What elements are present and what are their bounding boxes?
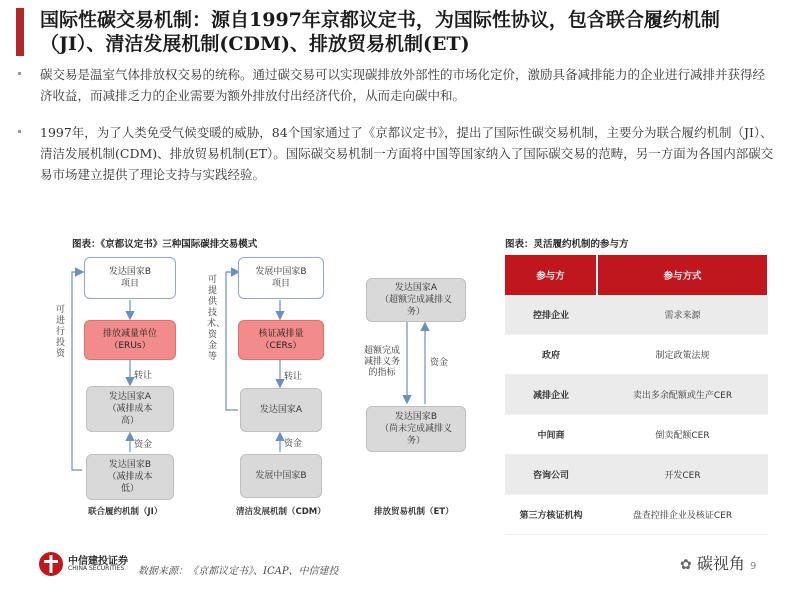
table-heading: 图表：灵活履约机制的参与方	[505, 239, 629, 250]
table-cell-participant: 中间商	[505, 415, 597, 455]
et-quota-label: 超额完成 减排义务 的指标	[363, 346, 400, 378]
et-funds-label: 资金	[430, 358, 449, 368]
intro-paragraph: 碳交易是温室气体排放权交易的统称。通过碳交易可以实现碳排放外部性的市场化定价，激励具备减排能力的企业进行减排并获得经济收益，而减排乏力的企业需要为额外排放付出经济代价，从而走向碳中和。	[40, 67, 766, 103]
ji-project-box: 发达国家B 项目	[84, 257, 176, 299]
ji-country-b-box: 发达国家B （减排成本 低）	[86, 454, 174, 500]
page-title: 国际性碳交易机制：源自1997年京都议定书，为国际性协议，包含联合履约机制（JI）、清洁发展机制(CDM)、排放贸易机制(ET)	[40, 9, 720, 55]
table-row	[505, 495, 768, 535]
et-country-a-box: 发达国家A （超额完成减排义 务）	[366, 278, 466, 322]
ji-country-a-box: 发达国家A （减排成本 高）	[86, 386, 174, 432]
logo-cn: 中信建投证券	[68, 556, 128, 567]
cdm-funds-label: 资金	[284, 439, 303, 449]
ji-caption: 联合履约机制（JI）	[88, 507, 163, 517]
diagram-heading: 图表：《京都议定书》三种国际碳排交易模式	[72, 239, 258, 250]
table-row	[505, 455, 768, 495]
table-cell-mode: 制定政策法规	[597, 335, 768, 375]
cdm-cers-box: 核证减排量 （CERs）	[238, 320, 324, 360]
wechat-icon: ✿	[680, 557, 692, 573]
ji-erus-box: 排放减量单位 （ERUs）	[84, 320, 176, 360]
page-number: 9	[749, 561, 757, 572]
ji-transfer-label: 转让	[134, 371, 153, 381]
table-cell-participant: 减排企业	[505, 375, 597, 415]
table-cell-mode: 盘查控排企业及核证CER	[597, 495, 768, 535]
table-cell-participant: 第三方核证机构	[505, 495, 597, 535]
table-row	[505, 335, 768, 375]
cdm-project-box: 发展中国家B 项目	[238, 257, 324, 299]
logo-icon	[38, 551, 64, 577]
table-cell-mode: 卖出多余配额或生产CER	[597, 375, 768, 415]
et-country-b-box: 发达国家B （尚未完成减排义 务）	[366, 406, 466, 452]
ji-invest-label: 可进行投资	[55, 305, 65, 359]
logo-en: CHINA SECURITIES	[68, 565, 125, 572]
table-cell-mode: 倒卖配额CER	[597, 415, 768, 455]
table-row	[505, 415, 768, 455]
source-note: 数据来源：《京都议定书》、ICAP、中信建投	[138, 566, 339, 577]
table-cell-participant: 咨询公司	[505, 455, 597, 495]
participants-table	[505, 255, 769, 535]
table-cell-participant: 政府	[505, 335, 597, 375]
ji-funds-label: 资金	[134, 440, 153, 450]
table-row	[505, 295, 768, 335]
cdm-tech-label: 可提供技术、资金等	[207, 275, 226, 362]
table-cell-mode: 开发CER	[597, 455, 768, 495]
watermark-text: 碳视角	[696, 554, 745, 573]
watermark	[680, 551, 756, 574]
table-cell-participant: 控排企业	[505, 295, 597, 335]
cdm-transfer-label: 转让	[284, 372, 303, 382]
cdm-caption: 清洁发展机制（CDM）	[236, 507, 326, 517]
table-header-mode: 参与方式	[597, 255, 768, 295]
kyoto-paragraph: 1997年，为了人类免受气候变暖的威胁，84个国家通过了《京都议定书》，提出了国际性碳交易机制，主要分为联合履约机制（JI）、清洁发展机制(CDM)、排放贸易机制(ET）。国际碳交易机制一方面将中国等国家纳入了国际碳交易的范畴，另一方面为各国内部碳交易市场建立提供了理论支持与实践经验。	[40, 125, 774, 182]
table-header-participant: 参与方	[505, 255, 597, 295]
et-caption: 排放贸易机制（ET）	[374, 507, 454, 517]
cdm-country-a-box: 发达国家A	[240, 388, 322, 432]
cdm-country-b-box: 发展中国家B	[240, 454, 322, 498]
table-cell-mode: 需求来源	[597, 295, 768, 335]
table-row	[505, 375, 768, 415]
